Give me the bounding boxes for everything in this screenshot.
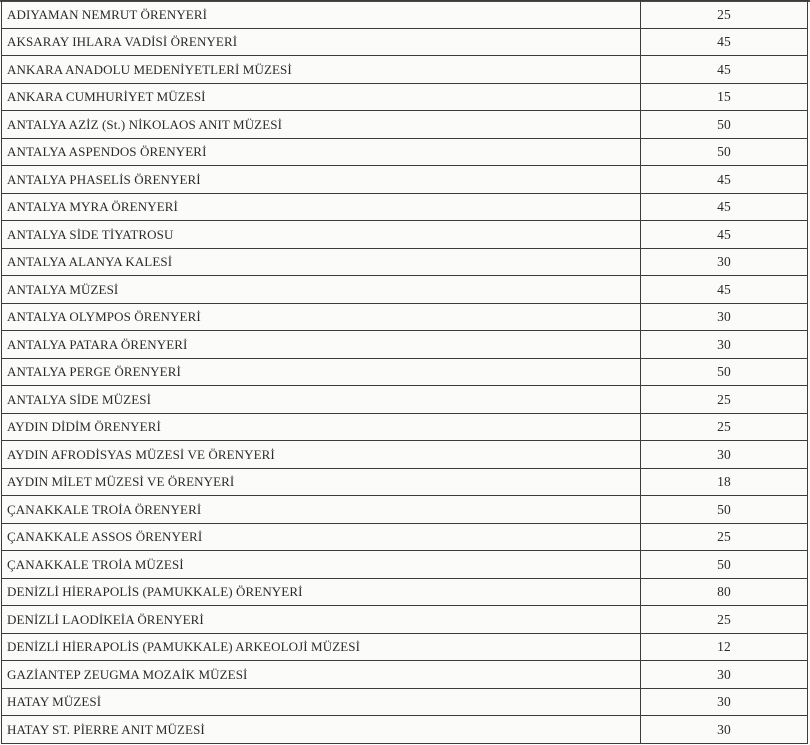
ticket-price-cell: 45: [641, 166, 808, 194]
site-name-cell: AYDIN MİLET MÜZESİ VE ÖRENYERİ: [2, 468, 641, 496]
table-row: [2, 193, 808, 221]
museum-price-table: [1, 0, 808, 744]
ticket-price-cell: 30: [641, 441, 808, 469]
table-row: [2, 1, 808, 29]
table-row: [2, 331, 808, 359]
site-name-cell: DENİZLİ HİERAPOLİS (PAMUKKALE) ARKEOLOJİ MÜZESİ: [2, 633, 641, 661]
table-row: [2, 386, 808, 414]
table-row: [2, 578, 808, 606]
site-name-cell: ÇANAKKALE TROİA MÜZESİ: [2, 551, 641, 579]
site-name-cell: ANKARA CUMHURİYET MÜZESİ: [2, 83, 641, 111]
table-row: [2, 83, 808, 111]
table-row: [2, 688, 808, 716]
table-row: [2, 166, 808, 194]
table-row: [2, 661, 808, 689]
site-name-cell: ANTALYA SİDE TİYATROSU: [2, 221, 641, 249]
ticket-price-cell: 50: [641, 551, 808, 579]
site-name-cell: ANTALYA MÜZESİ: [2, 276, 641, 304]
site-name-cell: ANTALYA ASPENDOS ÖRENYERİ: [2, 138, 641, 166]
table-row: [2, 468, 808, 496]
site-name-cell: AYDIN AFRODİSYAS MÜZESİ VE ÖRENYERİ: [2, 441, 641, 469]
site-name-cell: AYDIN DİDİM ÖRENYERİ: [2, 413, 641, 441]
ticket-price-cell: 25: [641, 1, 808, 29]
site-name-cell: ANTALYA ALANYA KALESİ: [2, 248, 641, 276]
site-name-cell: ÇANAKKALE ASSOS ÖRENYERİ: [2, 523, 641, 551]
site-name-cell: DENİZLİ HİERAPOLİS (PAMUKKALE) ÖRENYERİ: [2, 578, 641, 606]
table-row: [2, 633, 808, 661]
ticket-price-cell: 45: [641, 28, 808, 56]
ticket-price-cell: 50: [641, 138, 808, 166]
table-row: [2, 28, 808, 56]
table-body: [2, 1, 808, 744]
table-row: [2, 303, 808, 331]
table-row: [2, 441, 808, 469]
table-row: [2, 551, 808, 579]
site-name-cell: ADIYAMAN NEMRUT ÖRENYERİ: [2, 1, 641, 29]
table-row: [2, 56, 808, 84]
table-row: [2, 111, 808, 139]
table-row: [2, 276, 808, 304]
site-name-cell: DENİZLİ LAODİKEİA ÖRENYERİ: [2, 606, 641, 634]
ticket-price-cell: 25: [641, 386, 808, 414]
ticket-price-cell: 30: [641, 331, 808, 359]
table-row: [2, 523, 808, 551]
ticket-price-cell: 45: [641, 56, 808, 84]
site-name-cell: ANTALYA PATARA ÖRENYERİ: [2, 331, 641, 359]
ticket-price-cell: 80: [641, 578, 808, 606]
site-name-cell: ANTALYA PHASELİS ÖRENYERİ: [2, 166, 641, 194]
ticket-price-cell: 25: [641, 606, 808, 634]
site-name-cell: ÇANAKKALE TROİA ÖRENYERİ: [2, 496, 641, 524]
site-name-cell: HATAY ST. PİERRE ANIT MÜZESİ: [2, 716, 641, 744]
ticket-price-cell: 25: [641, 413, 808, 441]
table-row: [2, 413, 808, 441]
site-name-cell: ANTALYA PERGE ÖRENYERİ: [2, 358, 641, 386]
table-row: [2, 496, 808, 524]
ticket-price-cell: 25: [641, 523, 808, 551]
ticket-price-cell: 30: [641, 716, 808, 744]
ticket-price-cell: 50: [641, 358, 808, 386]
table-row: [2, 221, 808, 249]
ticket-price-cell: 18: [641, 468, 808, 496]
site-name-cell: ANTALYA OLYMPOS ÖRENYERİ: [2, 303, 641, 331]
table-row: [2, 358, 808, 386]
ticket-price-cell: 30: [641, 248, 808, 276]
ticket-price-cell: 50: [641, 111, 808, 139]
site-name-cell: GAZİANTEP ZEUGMA MOZAİK MÜZESİ: [2, 661, 641, 689]
site-name-cell: ANTALYA SİDE MÜZESİ: [2, 386, 641, 414]
site-name-cell: ANKARA ANADOLU MEDENİYETLERİ MÜZESİ: [2, 56, 641, 84]
ticket-price-cell: 45: [641, 276, 808, 304]
table-row: [2, 138, 808, 166]
table-row: [2, 248, 808, 276]
ticket-price-cell: 45: [641, 221, 808, 249]
table-row: [2, 606, 808, 634]
site-name-cell: AKSARAY IHLARA VADİSİ ÖRENYERİ: [2, 28, 641, 56]
ticket-price-cell: 12: [641, 633, 808, 661]
table-row: [2, 716, 808, 744]
site-name-cell: HATAY MÜZESİ: [2, 688, 641, 716]
ticket-price-cell: 30: [641, 303, 808, 331]
ticket-price-cell: 50: [641, 496, 808, 524]
site-name-cell: ANTALYA MYRA ÖRENYERİ: [2, 193, 641, 221]
ticket-price-cell: 30: [641, 688, 808, 716]
site-name-cell: ANTALYA AZİZ (St.) NİKOLAOS ANIT MÜZESİ: [2, 111, 641, 139]
ticket-price-cell: 30: [641, 661, 808, 689]
ticket-price-cell: 15: [641, 83, 808, 111]
ticket-price-cell: 45: [641, 193, 808, 221]
